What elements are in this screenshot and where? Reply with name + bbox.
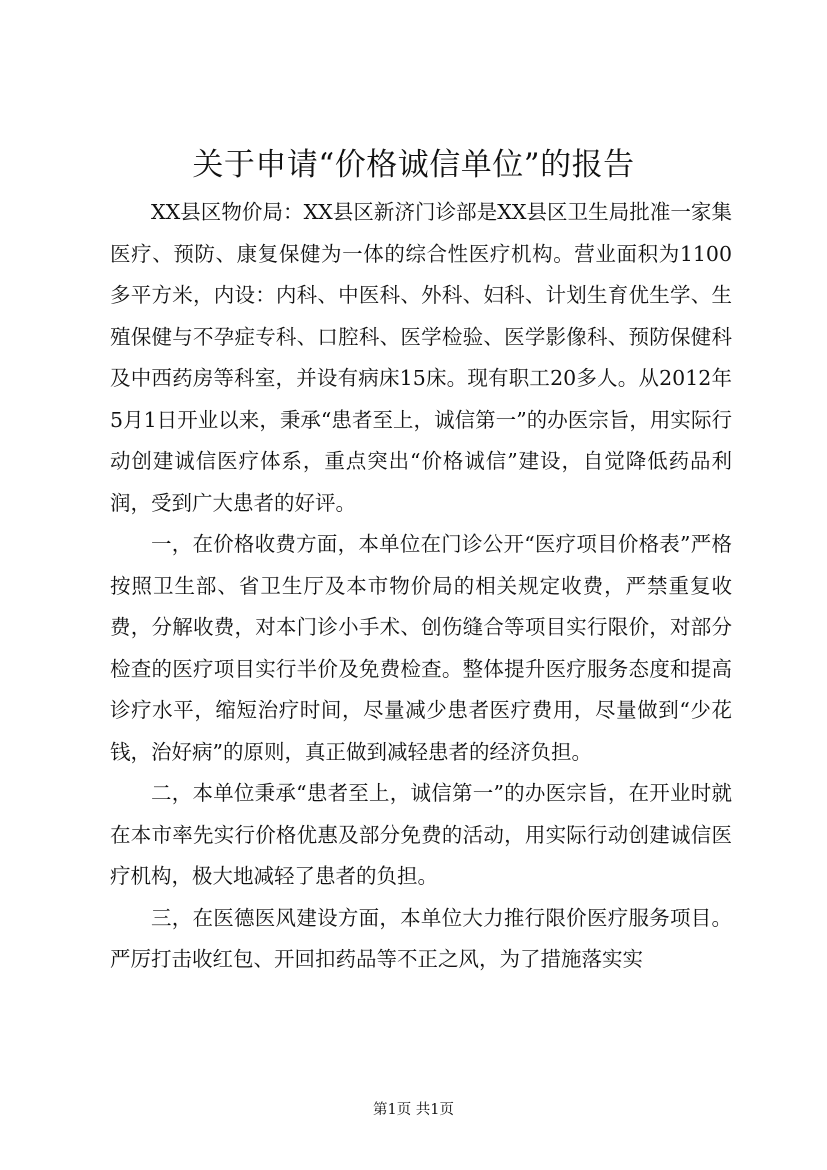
- paragraph-intro: XX县区物价局：XX县区新济门诊部是XX县区卫生局批准一家集医疗、预防、康复保健为一体的综合性医疗机构。营业面积为1100多平方米，内设：内科、中医科、外科、妇科、计划生育优生学、生殖保健与不孕症专科、口腔科、医学检验、医学影像科、预防保健科及中西药房等科室，并设有病床15床。现有职工20多人。从2012年5月1日开业以来，秉承“患者至上，诚信第一”的办医宗旨，用实际行动创建诚信医疗体系，重点突出“价格诚信”建设，自觉降低药品利润，受到广大患者的好评。: [110, 200, 732, 515]
- paragraph-ethics: 三，在医德医风建设方面，本单位大力推行限价医疗服务项目。严厉打击收红包、开回扣药品等不正之风，为了措施落实实: [110, 905, 732, 971]
- document-body: [110, 192, 732, 981]
- paragraph-pricing: 一，在价格收费方面，本单位在门诊公开“医疗项目价格表”严格按照卫生部、省卫生厅及本市物价局的相关规定收费，严禁重复收费，分解收费，对本门诊小手术、创伤缝合等项目实行限价，对部分检查的医疗项目实行半价及免费检查。整体提升医疗服务态度和提高诊疗水平，缩短治疗时间，尽量减少患者医疗费用，尽量做到“少花钱，治好病”的原则，真正做到减轻患者的经济负担。: [110, 532, 732, 764]
- document-title: 关于申请“价格诚信单位”的报告: [192, 147, 635, 183]
- paragraph-principle: 二，本单位秉承“患者至上，诚信第一”的办医宗旨，在开业时就在本市率先实行价格优惠及部分免费的活动，用实际行动创建诚信医疗机构，极大地减轻了患者的负担。: [110, 781, 732, 888]
- page-footer: 第1页 共1页: [372, 1102, 455, 1118]
